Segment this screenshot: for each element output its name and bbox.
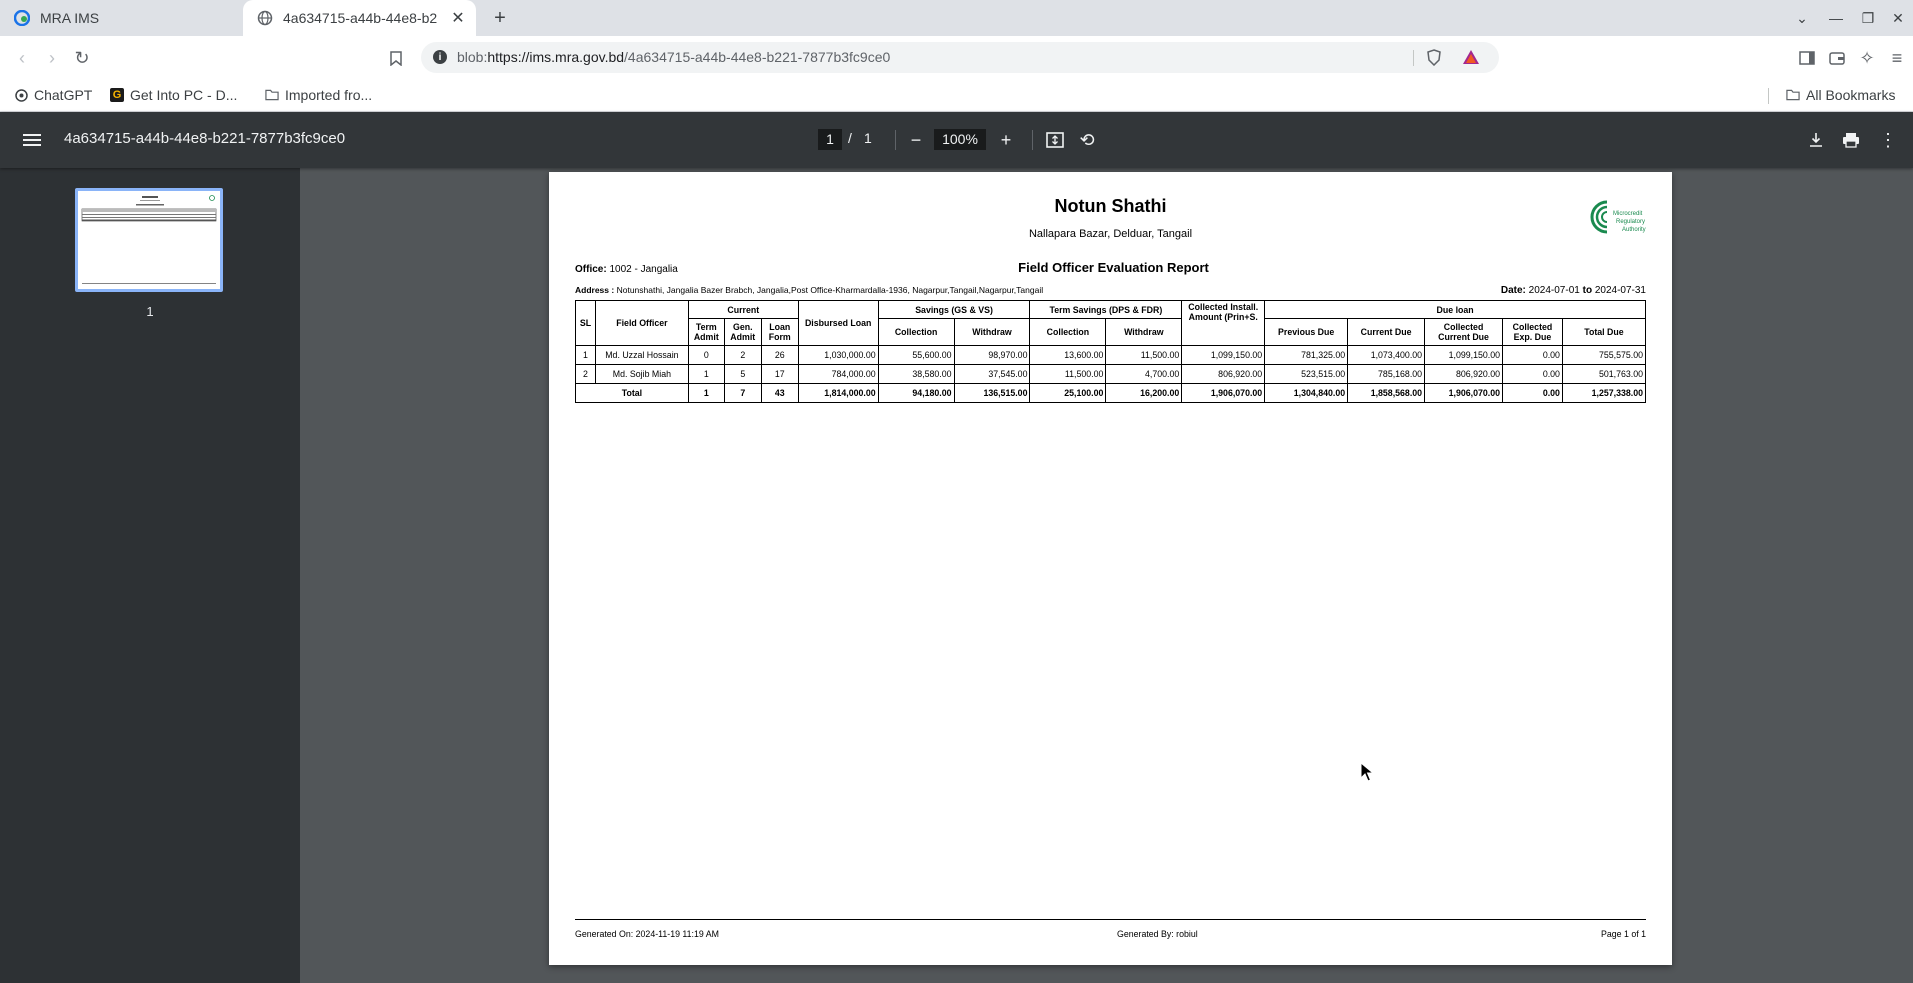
footer-generated-on: Generated On: 2024-11-19 11:19 AM bbox=[575, 929, 719, 939]
mouse-cursor-icon bbox=[1360, 762, 1374, 787]
zoom-input[interactable]: 100% bbox=[934, 129, 986, 150]
cell: 1,906,070.00 bbox=[1182, 384, 1265, 403]
toolbar-divider bbox=[1032, 130, 1033, 150]
footer-generated-by: Generated By: robiul bbox=[1117, 929, 1198, 939]
cell: 1 bbox=[688, 365, 724, 384]
cell: 1,858,568.00 bbox=[1348, 384, 1425, 403]
footer-page-number: Page 1 of 1 bbox=[1601, 929, 1646, 939]
cell: 501,763.00 bbox=[1562, 365, 1645, 384]
pdf-viewport[interactable] bbox=[300, 168, 1913, 983]
col-total-due: Total Due bbox=[1562, 319, 1645, 346]
cell: 806,920.00 bbox=[1182, 365, 1265, 384]
site-info-icon[interactable]: i bbox=[433, 50, 447, 64]
print-icon[interactable] bbox=[1839, 128, 1863, 152]
col-savings-withdraw: Withdraw bbox=[954, 319, 1030, 346]
menu-icon[interactable]: ≡ bbox=[1891, 47, 1903, 68]
cell: 1,099,150.00 bbox=[1182, 346, 1265, 365]
cell: 1,814,000.00 bbox=[798, 384, 878, 403]
cell: 13,600.00 bbox=[1030, 346, 1106, 365]
thumbnail-page-number: 1 bbox=[146, 304, 154, 319]
cell: 1,906,070.00 bbox=[1425, 384, 1503, 403]
cell: 26 bbox=[761, 346, 798, 365]
pdf-title: 4a634715-a44b-44e8-b221-7877b3fc9ce0 bbox=[64, 130, 346, 147]
cell: 17 bbox=[761, 365, 798, 384]
tab-search-icon[interactable]: ⌄ bbox=[1796, 9, 1808, 26]
thumbnail-sidebar bbox=[0, 168, 300, 983]
globe-icon bbox=[257, 10, 273, 26]
restore-icon[interactable]: ❐ bbox=[1861, 9, 1875, 26]
cell: 1 bbox=[688, 384, 724, 403]
folder-icon bbox=[265, 88, 279, 102]
col-disbursed-loan: Disbursed Loan bbox=[798, 301, 878, 346]
mra-logo bbox=[1585, 196, 1647, 238]
bookmark-chatgpt[interactable]: ChatGPT bbox=[14, 87, 92, 103]
table-row bbox=[576, 365, 1646, 384]
pdf-toolbar bbox=[0, 112, 1913, 168]
col-term-withdraw: Withdraw bbox=[1106, 319, 1182, 346]
cell: 2 bbox=[576, 365, 596, 384]
cell: 0.00 bbox=[1503, 384, 1563, 403]
leo-ai-icon[interactable]: ✧ bbox=[1859, 47, 1875, 68]
thumbnail-preview bbox=[78, 191, 220, 289]
get-into-pc-icon: G bbox=[110, 88, 124, 102]
col-due-loan: Due loan bbox=[1265, 301, 1646, 319]
all-bookmarks-button[interactable]: All Bookmarks bbox=[1786, 87, 1895, 103]
bookmark-get-into-pc[interactable]: G Get Into PC - D... bbox=[110, 87, 237, 103]
more-options-icon[interactable]: ⋮ bbox=[1879, 129, 1897, 150]
cell: 11,500.00 bbox=[1030, 365, 1106, 384]
tab-title: MRA IMS bbox=[40, 10, 100, 26]
back-icon[interactable]: ‹ bbox=[19, 47, 25, 68]
cell: Md. Sojib Miah bbox=[595, 365, 688, 384]
cell: 7 bbox=[724, 384, 761, 403]
organization-name: Notun Shathi bbox=[1054, 196, 1167, 216]
col-savings: Savings (GS & VS) bbox=[878, 301, 1030, 319]
cell: 2 bbox=[724, 346, 761, 365]
cell: 0.00 bbox=[1503, 365, 1563, 384]
bookmark-icon[interactable] bbox=[384, 46, 408, 70]
cell: 1,304,840.00 bbox=[1265, 384, 1348, 403]
svg-text:Microcredit: Microcredit bbox=[1613, 211, 1643, 217]
col-loan-form: Loan Form bbox=[761, 319, 798, 346]
date-range: Date: 2024-07-01 to 2024-07-31 bbox=[1500, 285, 1646, 296]
zoom-out-icon[interactable]: − bbox=[910, 129, 922, 150]
bookmarks-bar bbox=[0, 80, 1913, 112]
cell: 37,545.00 bbox=[954, 365, 1030, 384]
folder-icon bbox=[1786, 88, 1800, 102]
cell: 11,500.00 bbox=[1106, 346, 1182, 365]
pdf-page bbox=[549, 172, 1672, 965]
zoom-in-icon[interactable]: + bbox=[1000, 129, 1012, 150]
footer-divider bbox=[575, 919, 1646, 920]
rotate-icon[interactable]: ⟲ bbox=[1079, 129, 1095, 150]
new-tab-button[interactable]: + bbox=[494, 6, 506, 29]
cell: 1,099,150.00 bbox=[1425, 346, 1503, 365]
svg-text:Regulatory: Regulatory bbox=[1616, 219, 1646, 225]
cell: 806,920.00 bbox=[1425, 365, 1503, 384]
cell: 523,515.00 bbox=[1265, 365, 1348, 384]
col-term-collection: Collection bbox=[1030, 319, 1106, 346]
col-term-savings: Term Savings (DPS & FDR) bbox=[1030, 301, 1182, 319]
cell: 755,575.00 bbox=[1562, 346, 1645, 365]
col-previous-due: Previous Due bbox=[1265, 319, 1348, 346]
cell: 1,073,400.00 bbox=[1348, 346, 1425, 365]
wallet-icon[interactable] bbox=[1825, 46, 1849, 70]
report-title: Field Officer Evaluation Report bbox=[1018, 260, 1209, 275]
cell: 98,970.00 bbox=[954, 346, 1030, 365]
total-row bbox=[576, 384, 1646, 403]
col-collected-current-due: Collected Current Due bbox=[1425, 319, 1503, 346]
cell: 136,515.00 bbox=[954, 384, 1030, 403]
pdf-menu-icon[interactable] bbox=[20, 128, 44, 152]
page-separator: / bbox=[848, 130, 852, 146]
col-current-due: Current Due bbox=[1348, 319, 1425, 346]
col-current: Current bbox=[688, 301, 798, 319]
cell: 1 bbox=[576, 346, 596, 365]
cell: 43 bbox=[761, 384, 798, 403]
col-collected-exp-due: Collected Exp. Due bbox=[1503, 319, 1563, 346]
cell: 4,700.00 bbox=[1106, 365, 1182, 384]
address-info: Address : Notunshathi, Jangalia Bazer Brabch, Jangalia,Post Office-Kharmardalla-1936, Nagarpur,Tangail,Nagarpur,Tangail bbox=[575, 285, 1044, 295]
page-thumbnail[interactable] bbox=[75, 188, 223, 292]
col-sl: SL bbox=[576, 301, 596, 346]
cell: 55,600.00 bbox=[878, 346, 954, 365]
bookmark-imported-folder[interactable]: Imported fro... bbox=[265, 87, 372, 103]
cell: 1,257,338.00 bbox=[1562, 384, 1645, 403]
tab-mra-ims[interactable] bbox=[0, 0, 238, 36]
brave-shield-icon[interactable] bbox=[1426, 49, 1442, 71]
omnibox-separator bbox=[1413, 50, 1414, 66]
cell: Total bbox=[576, 384, 689, 403]
cell: Md. Uzzal Hossain bbox=[595, 346, 688, 365]
close-window-icon[interactable]: ✕ bbox=[1892, 9, 1904, 26]
toolbar-divider bbox=[895, 130, 896, 150]
tab-pdf-blob[interactable] bbox=[243, 0, 476, 36]
tab-title: 4a634715-a44b-44e8-b2 bbox=[283, 10, 438, 26]
url-text: blob:https://ims.mra.gov.bd/4a634715-a44b-44e8-b221-7877b3fc9ce0 bbox=[457, 49, 891, 65]
page-number-input[interactable]: 1 bbox=[818, 129, 842, 150]
cell: 38,580.00 bbox=[878, 365, 954, 384]
cell: 5 bbox=[724, 365, 761, 384]
col-term-admit: Term Admit bbox=[688, 319, 724, 346]
minimize-icon[interactable]: — bbox=[1829, 10, 1843, 26]
office-info: Office: 1002 - Jangalia bbox=[575, 264, 678, 275]
cell: 0.00 bbox=[1503, 346, 1563, 365]
address-bar[interactable] bbox=[421, 42, 1499, 73]
organization-address: Nallapara Bazar, Delduar, Tangail bbox=[1028, 228, 1193, 240]
svg-text:Authority: Authority bbox=[1622, 227, 1646, 233]
mra-favicon-icon bbox=[14, 10, 30, 26]
download-icon[interactable] bbox=[1804, 128, 1828, 152]
cell: 1,030,000.00 bbox=[798, 346, 878, 365]
close-tab-icon[interactable]: ✕ bbox=[451, 10, 465, 27]
fit-page-icon[interactable] bbox=[1043, 128, 1067, 152]
cell: 781,325.00 bbox=[1265, 346, 1348, 365]
col-savings-collection: Collection bbox=[878, 319, 954, 346]
col-gen-admit: Gen. Admit bbox=[724, 319, 761, 346]
browser-toolbar bbox=[0, 36, 1913, 80]
tab-strip bbox=[0, 0, 1913, 36]
cell: 16,200.00 bbox=[1106, 384, 1182, 403]
cell: 25,100.00 bbox=[1030, 384, 1106, 403]
evaluation-table bbox=[575, 300, 1646, 403]
cell: 785,168.00 bbox=[1348, 365, 1425, 384]
col-field-officer: Field Officer bbox=[595, 301, 688, 346]
brave-rewards-icon[interactable] bbox=[1462, 49, 1480, 70]
cell: 0 bbox=[688, 346, 724, 365]
table-row bbox=[576, 346, 1646, 365]
cell: 94,180.00 bbox=[878, 384, 954, 403]
chatgpt-icon bbox=[14, 88, 28, 102]
page-total: 1 bbox=[864, 130, 872, 146]
reload-icon[interactable]: ↻ bbox=[74, 47, 90, 68]
forward-icon[interactable]: › bbox=[49, 47, 55, 68]
col-collected-install: Collected Install. Amount (Prin+S. bbox=[1182, 301, 1265, 346]
bookmarks-separator bbox=[1768, 88, 1769, 104]
cell: 784,000.00 bbox=[798, 365, 878, 384]
sidebar-toggle-icon[interactable] bbox=[1795, 46, 1819, 70]
